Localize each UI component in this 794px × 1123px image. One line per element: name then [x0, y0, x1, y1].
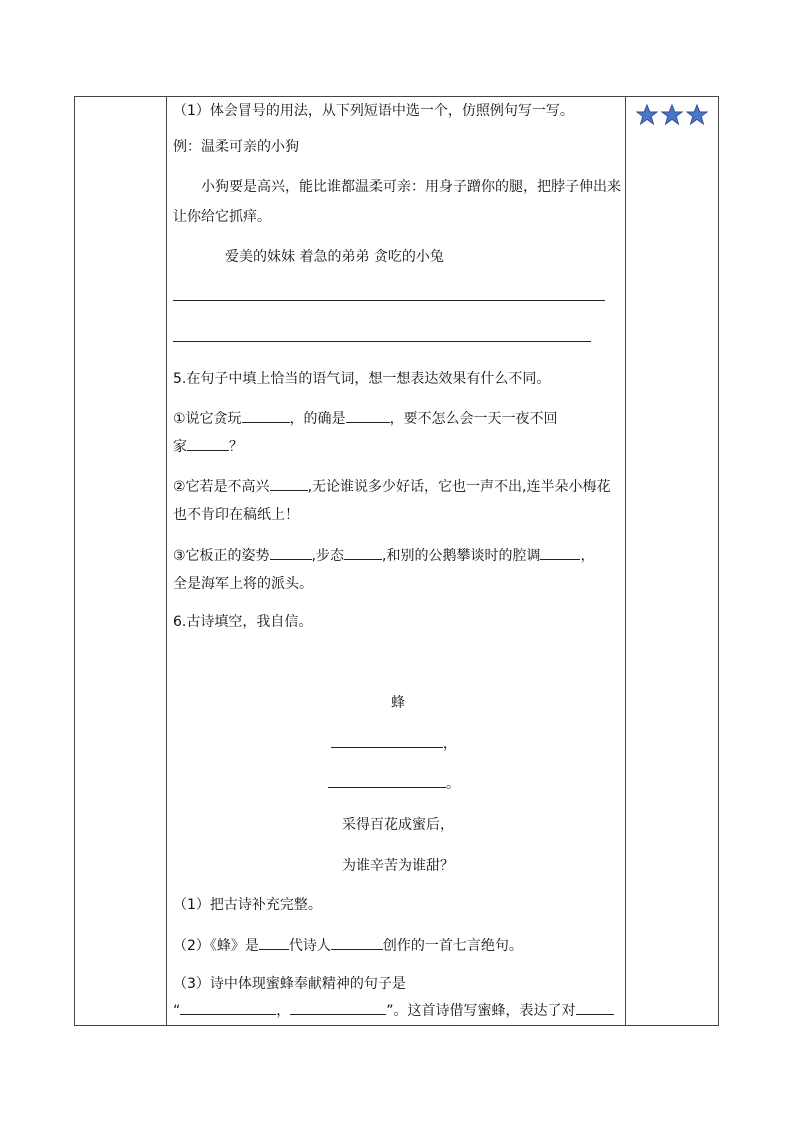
question-text: ”。这首诗借写蜜蜂，表达了对	[386, 1003, 576, 1019]
q6-sub3-line-1: （3）诗中体现蜜蜂奉献精神的句子是	[173, 976, 406, 992]
star-icon	[685, 103, 709, 127]
q5-sentence-2-line-1	[173, 476, 610, 497]
fill-blank[interactable]	[270, 476, 308, 491]
question-text: “	[173, 1003, 181, 1019]
q5-sentence-2-line-2: 也不肯印在稿纸上！	[173, 507, 299, 523]
fill-blank[interactable]	[346, 408, 390, 423]
answer-line[interactable]	[173, 300, 605, 301]
sentence-text: ①说它贪玩	[173, 411, 242, 427]
q6-sub1: （1）把古诗补充完整。	[173, 897, 322, 913]
q4-sub1-prompt: （1）体会冒号的用法，从下列短语中选一个，仿照例句写一写。	[173, 103, 574, 119]
example-line-2: 让你给它抓痒。	[173, 209, 271, 225]
fill-blank[interactable]	[328, 773, 446, 788]
sentence-text: ，的确是	[289, 411, 346, 427]
example-line-1: 小狗要是高兴，能比谁都温柔可亲：用身子蹭你的腿，把脖子伸出来	[201, 179, 621, 195]
column-divider-left	[166, 97, 167, 1025]
fill-blank[interactable]	[540, 545, 580, 560]
sentence-text: ,无论谁说多少好话，它也一声不出,连半朵小梅花	[307, 479, 611, 495]
fill-blank[interactable]	[290, 1000, 386, 1015]
question-text: 代诗人	[288, 938, 331, 954]
sentence-text: ,步态	[311, 548, 345, 564]
q5-sentence-1-line-1	[173, 408, 558, 429]
fill-blank[interactable]	[180, 1000, 276, 1015]
q6-sub3-line-2	[173, 1000, 614, 1021]
poem-line-4: 为谁辛苦为谁甜？	[342, 858, 454, 874]
difficulty-stars	[635, 103, 709, 127]
fill-blank[interactable]	[270, 545, 312, 560]
fill-blank[interactable]	[187, 436, 229, 451]
example-label: 例：温柔可亲的小狗	[173, 139, 299, 155]
poem-title: 蜂	[391, 695, 405, 711]
question-text: 创作的一首七言绝句。	[382, 938, 523, 954]
poem-punct: 。	[446, 776, 460, 792]
star-icon	[635, 103, 659, 127]
column-divider-right	[625, 97, 626, 1025]
sentence-text: 家	[173, 439, 187, 455]
sentence-text: ，	[580, 548, 595, 564]
poem-line-2	[328, 773, 460, 794]
poem-line-3: 采得百花成蜜后，	[342, 817, 454, 833]
worksheet-table	[74, 96, 719, 1026]
question-text: ，	[276, 1003, 291, 1019]
sentence-text: ，要不怎么会一天一夜不回	[389, 411, 558, 427]
q5-sentence-1-line-2	[173, 436, 243, 457]
q6-sub2	[173, 935, 523, 956]
sentence-text: ？	[229, 439, 243, 455]
phrase-choices: 爱美的妹妹 着急的弟弟 贪吃的小兔	[225, 249, 444, 265]
fill-blank[interactable]	[344, 545, 382, 560]
sentence-text: ,和别的公鹅攀谈时的腔调	[382, 548, 541, 564]
fill-blank[interactable]	[331, 733, 443, 748]
fill-blank[interactable]	[576, 1000, 614, 1015]
q5-sentence-3-line-1	[173, 545, 594, 566]
poem-line-1	[331, 733, 457, 754]
fill-blank[interactable]	[259, 935, 289, 950]
sentence-text: ③它板正的姿势	[173, 548, 270, 564]
fill-blank[interactable]	[331, 935, 383, 950]
q5-sentence-3-line-2: 全是海军上将的派头。	[173, 576, 313, 592]
star-icon	[660, 103, 684, 127]
sentence-text: ②它若是不高兴	[173, 479, 270, 495]
q5-title: 5.在句子中填上恰当的语气词，想一想表达效果有什么不同。	[173, 371, 551, 387]
answer-line[interactable]	[173, 341, 591, 342]
poem-punct: ，	[443, 736, 457, 752]
fill-blank[interactable]	[242, 408, 290, 423]
question-text: （2）《蜂》是	[173, 938, 259, 954]
q6-title: 6.古诗填空，我自信。	[173, 614, 313, 630]
